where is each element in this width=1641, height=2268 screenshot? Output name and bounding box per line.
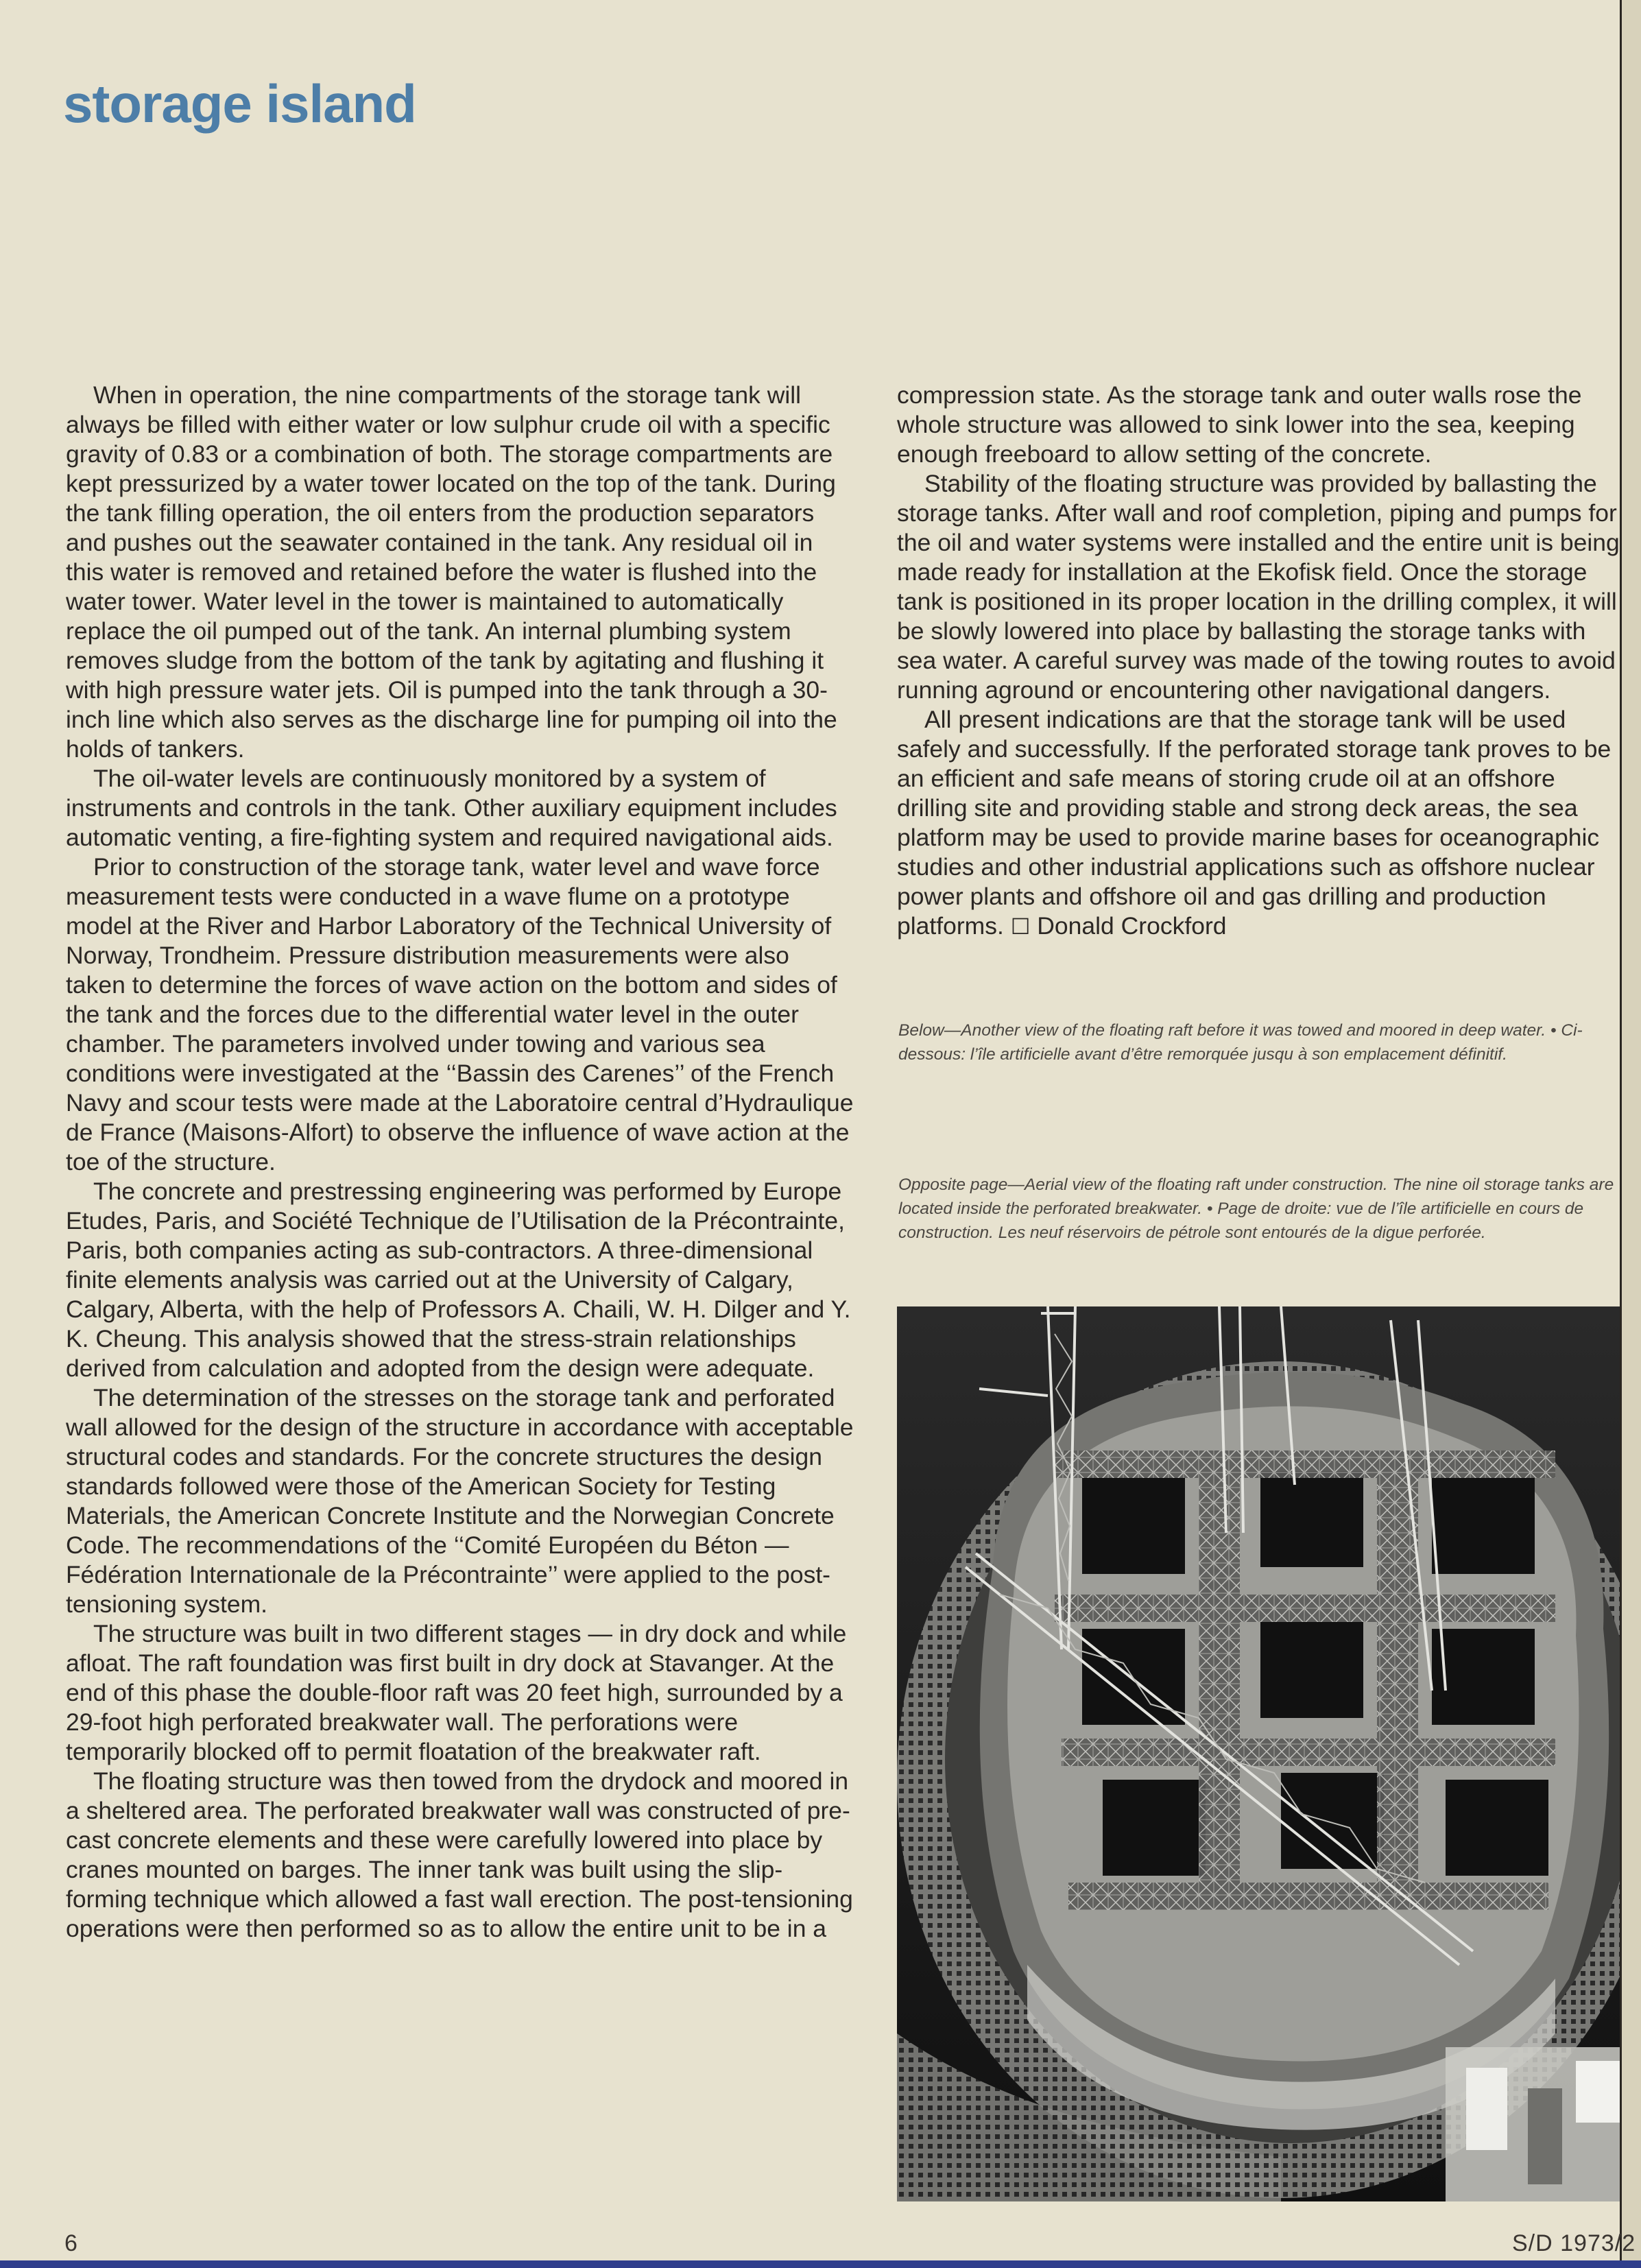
caption-below: Below—Another view of the floating raft before it was towed and moored in deep water. • Ci-dessous: l’île artificielle avant d’être remorquée jusqu à son emplacement définitif.	[898, 1021, 1583, 1064]
article-paragraph: Stability of the floating structure was provided by ballasting the storage tanks. After wall and roof completion, piping and pumps for the oil and water systems were installed and the entire unit is being made ready for installation at the Ekofisk field. Once the storage tank is positioned in its proper location in the drilling complex, it will be slowly lowered into place by ballasting the storage tanks with sea water. A careful survey was made of the towing routes to avoid running aground or encountering other navigational dangers.	[897, 470, 1620, 704]
page-number: 6	[64, 2230, 77, 2256]
article-paragraph	[897, 705, 1624, 942]
page-title: storage island	[63, 73, 416, 134]
article-paragraph: The structure was built in two different stages — in dry dock and while afloat. The raft foundation was first built in dry dock at Stavanger. At the end of this phase the double-floor raft was 20 feet high, surrounded by a 29-foot high perforated breakwater wall. The perforations were temporarily blocked off to permit floatation of the breakwater raft.	[66, 1620, 847, 1765]
article-paragraph: compression state. As the storage tank and outer walls rose the whole structure was allowed to sink lower into the sea, keeping enough freeboard to allow setting of the concrete.	[897, 381, 1582, 468]
right-article-column	[897, 381, 1624, 942]
aerial-photo	[897, 1306, 1641, 2201]
caption-opposite: Opposite page—Aerial view of the floating raft under construction. The nine oil storage tanks are located inside the perforated breakwater. • Page de droite: vue de l’île artificielle en cours de construction. Les neuf réservoirs de pétrole sont entourés de la digue perforée.	[898, 1175, 1614, 1242]
end-mark-icon: ☐	[1010, 914, 1031, 939]
article-paragraph-text: All present indications are that the storage tank will be used safely and successfully. If the perforated storage tank proves to be an efficient and safe means of storing crude oil at an offshore drilling site and providing stable and strong deck areas, the sea platform may be used to provide marine bases for oceanographic studies and other industrial applications such as offshore nuclear power plants and offshore oil and gas drilling and production platforms.	[897, 706, 1612, 940]
binding-gutter	[1620, 0, 1641, 2268]
left-article-column	[66, 381, 854, 1944]
article-paragraph: When in operation, the nine compartments of the storage tank will always be filled with either water or low sulphur crude oil with a specific gravity of 0.83 or a combination of both. The storage compartments are kept pressurized by a water tower located on the top of the tank. During the tank filling operation, the oil enters from the production separators and pushes out the seawater contained in the tank. Any residual oil in this water is removed and retained before the water is flushed into the water tower. Water level in the tower is maintained to automatically replace the oil pumped out of the tank. An internal plumbing system removes sludge from the bottom of the tank by agitating and flushing it with high pressure water jets. Oil is pumped into the tank through a 30-inch line which also serves as the discharge line for pumping oil into the holds of tankers.	[66, 381, 837, 763]
article-paragraph: The oil-water levels are continuously monitored by a system of instruments and controls in the tank. Other auxiliary equipment includes automatic venting, a fire-fighting system and required navigational aids.	[66, 765, 837, 851]
page-bottom-edge	[0, 2260, 1641, 2268]
article-paragraph: The floating structure was then towed from the drydock and moored in a sheltered area. The perforated breakwater wall was constructed of pre-cast concrete elements and these were carefully lowered into place by cranes mounted on barges. The inner tank was built using the slip-forming technique which allowed a fast wall erection. The post-tensioning operations were then performed so as to allow the entire unit to be in a	[66, 1767, 853, 1942]
article-paragraph: Prior to construction of the storage tank, water level and wave force measurement tests were conducted in a wave flume on a prototype model at the River and Harbor Laboratory of the Technical University of Norway, Trondheim. Pressure distribution measurements were also taken to determine the forces of wave action on the bottom and sides of the tank and the forces due to the differential water level in the outer chamber. The parameters involved under towing and various sea conditions were investigated at the ‘‘Bassin des Carenes’’ of the French Navy and scour tests were made at the Laboratoire central d’Hydraulique de France (Maisons-Alfort) to observe the influence of wave action at the toe of the structure.	[66, 853, 854, 1175]
article-paragraph: The determination of the stresses on the storage tank and perforated wall allowed for the design of the structure in accordance with acceptable structural codes and standards. For the concrete structures the design standards followed were those of the American Society for Testing Materials, the American Concrete Institute and the Norwegian Concrete Code. The recommendations of the ‘‘Comité Européen du Béton — Fédération Internationale de la Précontrainte’’ were applied to the post-tensioning system.	[66, 1384, 854, 1618]
article-paragraph: The concrete and prestressing engineering was performed by Europe Etudes, Paris, and Société Technique de l’Utilisation de la Précontrainte, Paris, both companies acting as sub-contractors. A three-dimensional finite elements analysis was carried out at the University of Calgary, Calgary, Alberta, with the help of Professors A. Chaili, W. H. Dilger and Y. K. Cheung. This analysis showed that the stress-strain relationships derived from calculation and adopted from the design were adequate.	[66, 1178, 851, 1382]
issue-reference: S/D 1973/2	[1512, 2230, 1636, 2256]
author-byline: Donald Crockford	[1037, 912, 1227, 940]
floating-raft-photo-illustration	[897, 1306, 1641, 2201]
